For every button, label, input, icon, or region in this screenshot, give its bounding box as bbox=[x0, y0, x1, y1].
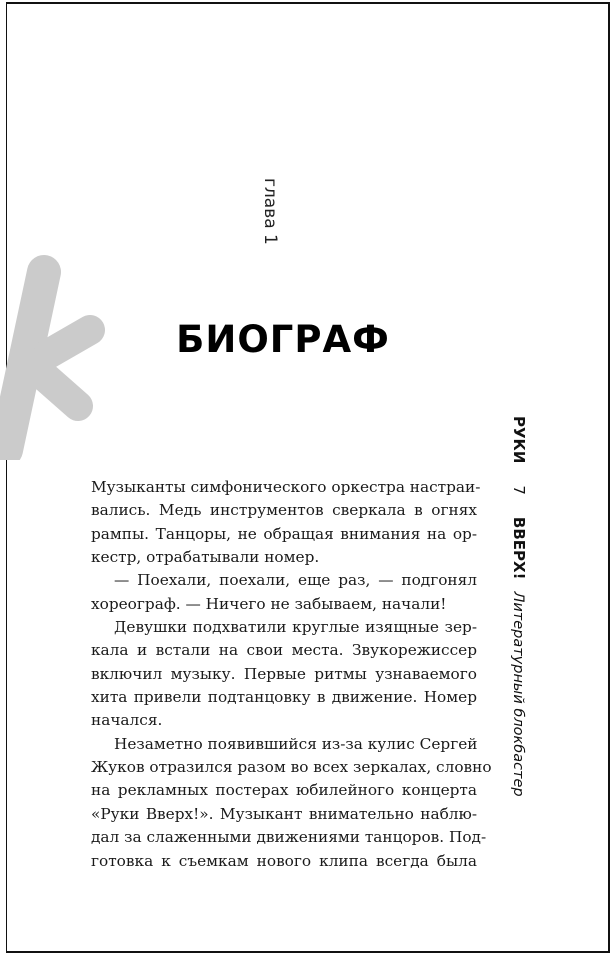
running-head-part1: РУКИ bbox=[510, 416, 528, 464]
running-head-subtitle: Литературный блокбастер bbox=[510, 591, 526, 797]
text-line: — Поехали, поехали, еще раз, — подгонял bbox=[114, 571, 477, 590]
text-line: хита привели подтанцовку в движение. Номер bbox=[91, 688, 477, 707]
text-line: включил музыку. Первые ритмы узнаваемого bbox=[91, 664, 477, 683]
text-line: Жуков отразился разом во всех зеркалах, словно bbox=[91, 758, 492, 777]
text-line: «Руки Вверх!». Музыкант внимательно наблю- bbox=[91, 804, 477, 823]
running-head-part2: ВВЕРХ! bbox=[510, 516, 528, 580]
text-line: хореограф. — Ничего не забываем, начали! bbox=[91, 594, 447, 613]
chapter-title: БИОГРАФ bbox=[176, 318, 390, 361]
text-line: Девушки подхватили круглые изящные зер- bbox=[114, 618, 477, 637]
text-line: Музыканты симфонического оркестра настраи- bbox=[91, 478, 481, 496]
running-head bbox=[510, 416, 528, 797]
text-line: начался. bbox=[91, 711, 163, 730]
chapter-label: глава 1 bbox=[260, 178, 280, 245]
text-line: готовка к съемкам нового клипа всегда была bbox=[91, 851, 477, 870]
text-line: дал за слаженными движениями танцоров. Под- bbox=[91, 828, 487, 847]
text-line: на рекламных постерах юбилейного концерта bbox=[91, 781, 477, 800]
text-line: кала и встали на свои места. Звукорежиссер bbox=[91, 641, 477, 660]
text-line: вались. Медь инструментов сверкала в огнях bbox=[91, 501, 477, 520]
text-line: рампы. Танцоры, не обращая внимания на ор- bbox=[91, 524, 477, 543]
text-line: кестр, отрабатывали номер. bbox=[91, 548, 320, 567]
text-line: Незаметно появившийся из-за кулис Сергей bbox=[114, 734, 478, 753]
page-number: 7 bbox=[510, 485, 528, 495]
body-text bbox=[91, 476, 492, 873]
